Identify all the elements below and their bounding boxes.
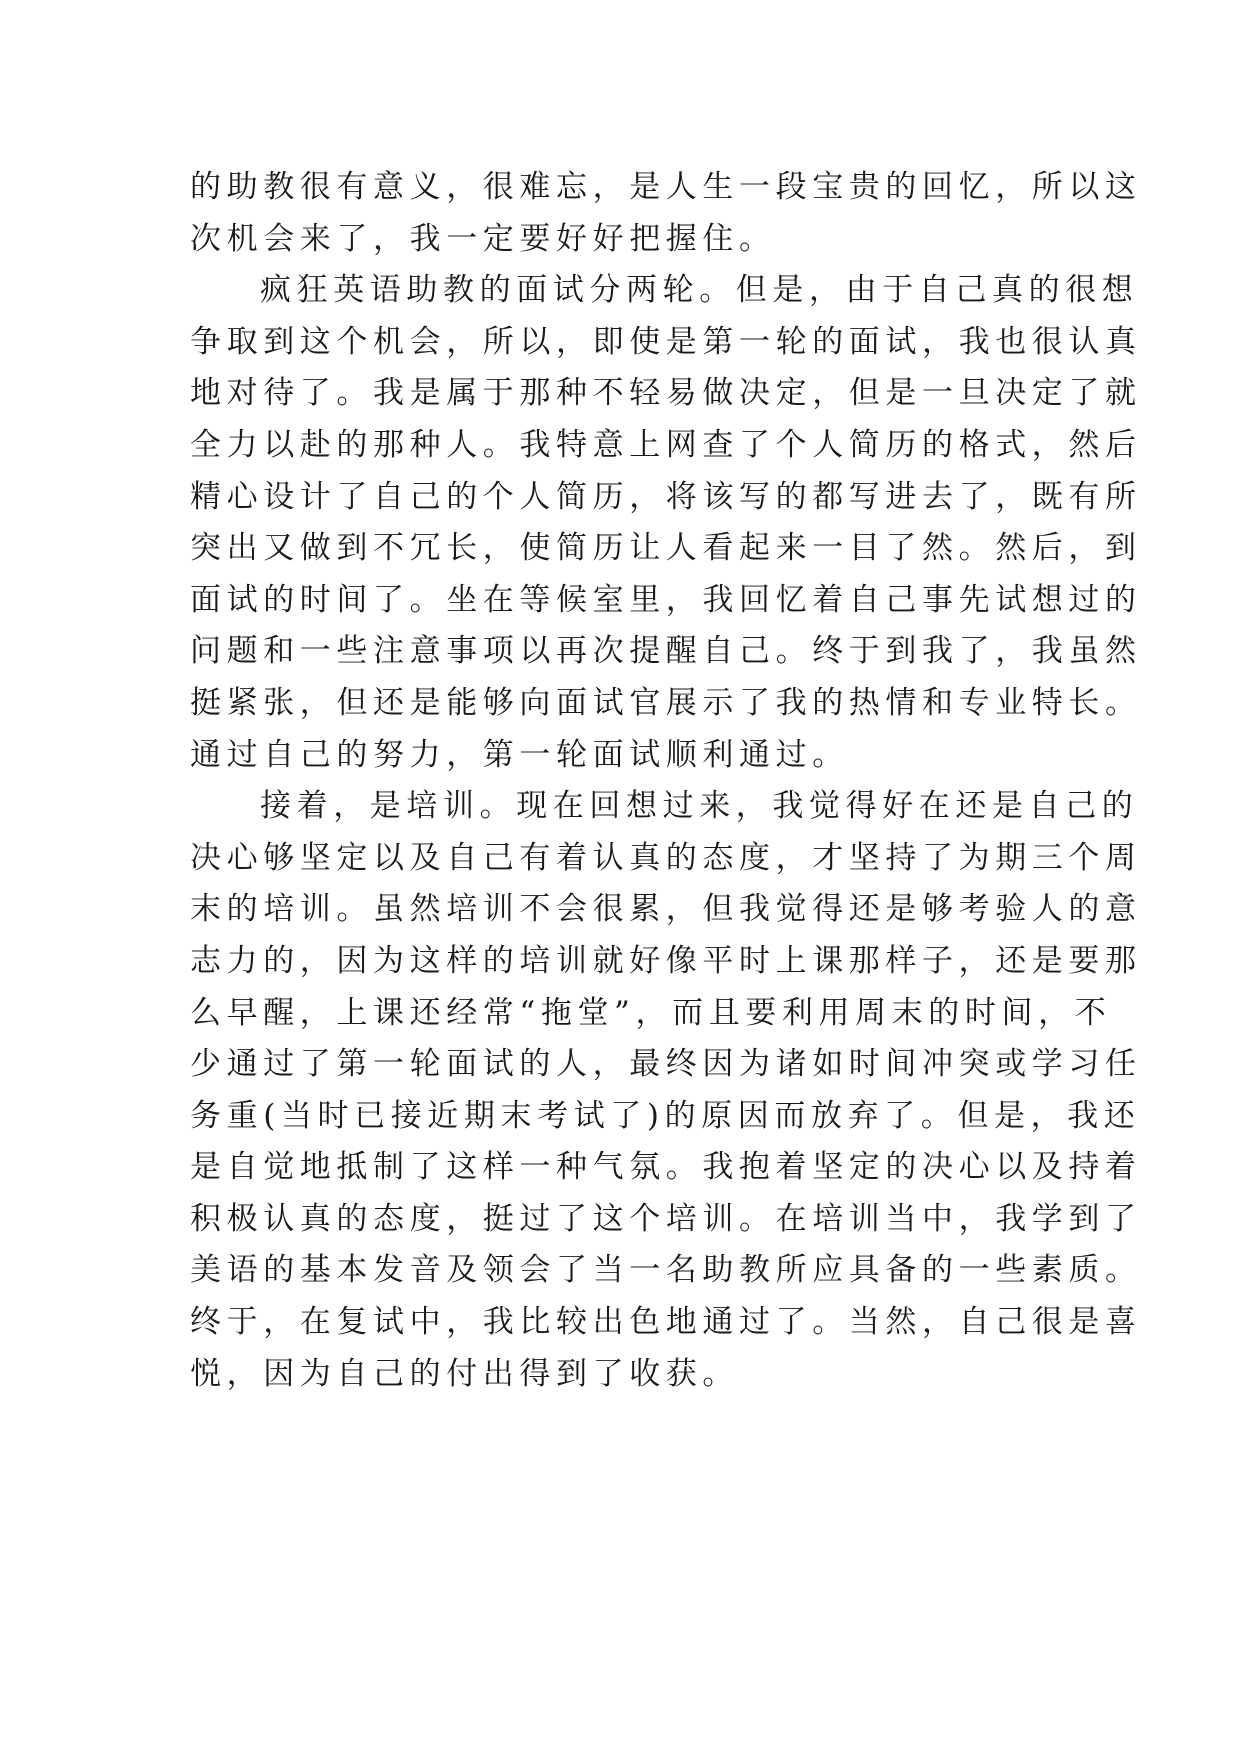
text-line: 终于，在复试中，我比较出色地通过了。当然，自己很是喜 — [190, 1304, 1142, 1341]
text-line: 通过自己的努力，第一轮面试顺利通过。 — [190, 736, 849, 773]
text-line: 全力以赴的那种人。我特意上网查了个人简历的格式，然后 — [190, 426, 1142, 463]
text-line: 是自觉地抵制了这样一种气氛。我抱着坚定的决心以及持着 — [190, 1149, 1142, 1186]
text-line: 精心设计了自己的个人简历，将该写的都写进去了，既有所 — [190, 478, 1142, 515]
text-line: 的助教很有意义，很难忘，是人生一段宝贵的回忆，所以这 — [190, 169, 1142, 205]
text-line: 决心够坚定以及自己有着认真的态度，才坚持了为期三个周 — [190, 839, 1142, 876]
body-text — [190, 162, 1142, 1400]
text-line: 地对待了。我是属于那种不轻易做决定，但是一旦决定了就 — [190, 375, 1142, 412]
text-line: 务重(当时已接近期末考试了)的原因而放弃了。但是，我还 — [190, 1097, 1141, 1134]
text-line: 美语的基本发音及领会了当一名助教所应具备的一些素质。 — [190, 1252, 1142, 1289]
text-line: 悦，因为自己的付出得到了收获。 — [190, 1355, 739, 1392]
text-line: 问题和一些注意事项以再次提醒自己。终于到我了，我虽然 — [190, 633, 1142, 670]
text-line: 突出又做到不冗长，使简历让人看起来一目了然。然后，到 — [190, 530, 1142, 567]
paragraph-first-line: 接着，是培训。现在回想过来，我觉得好在还是自己的 — [260, 788, 1139, 825]
text-line: 挺紧张，但还是能够向面试官展示了我的热情和专业特长。 — [190, 684, 1142, 721]
text-line: 积极认真的态度，挺过了这个培训。在培训当中，我学到了 — [190, 1200, 1142, 1237]
text-line: 少通过了第一轮面试的人，最终因为诸如时间冲突或学习任 — [190, 1046, 1142, 1083]
text-line: 争取到这个机会，所以，即使是第一轮的面试，我也很认真 — [190, 323, 1142, 360]
text-line: 么早醒，上课还经常“拖堂”，而且要利用周末的时间，不 — [190, 994, 1112, 1031]
text-line: 面试的时间了。坐在等候室里，我回忆着自己事先试想过的 — [190, 581, 1142, 618]
paragraph-first-line: 疯狂英语助教的面试分两轮。但是，由于自己真的很想 — [260, 272, 1139, 309]
text-line: 末的培训。虽然培训不会很累，但我觉得还是够考验人的意 — [190, 891, 1142, 928]
text-line: 志力的，因为这样的培训就好像平时上课那样子，还是要那 — [190, 942, 1142, 979]
text-line: 次机会来了，我一定要好好把握住。 — [190, 220, 776, 257]
